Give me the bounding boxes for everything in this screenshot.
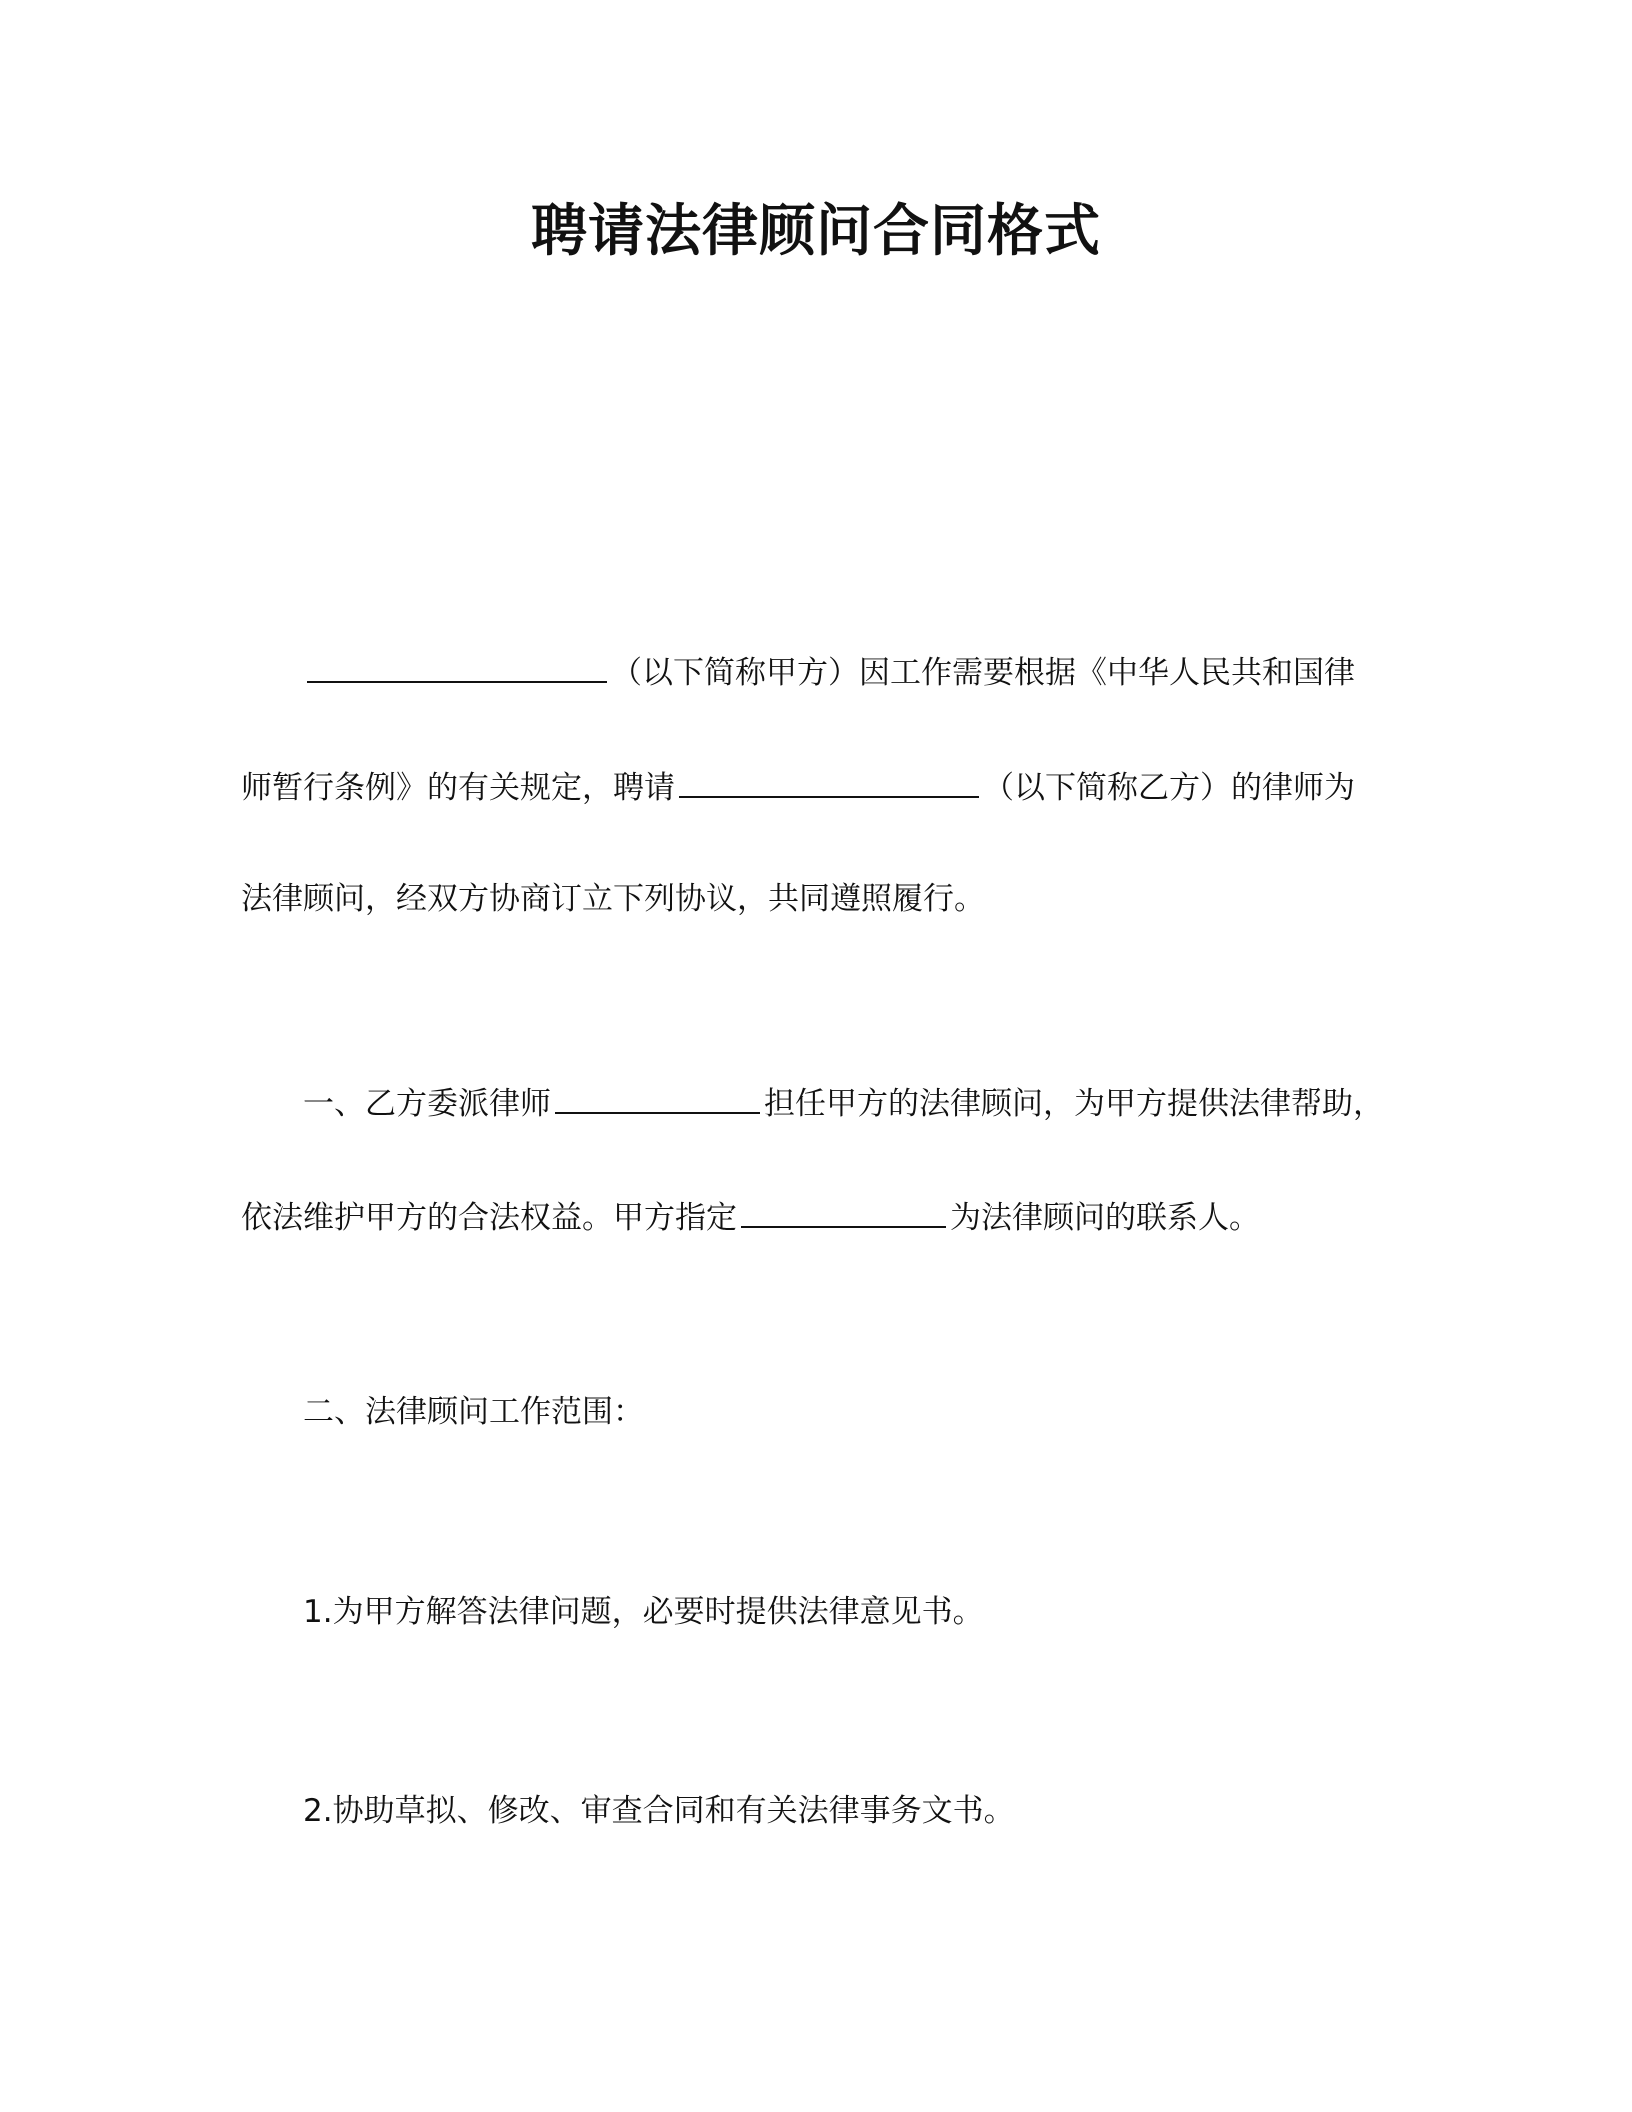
clause-one-line-1-end: 担任甲方的法律顾问，为甲方提供法律帮助，	[764, 1086, 1384, 1122]
preamble-line-1	[303, 647, 1393, 695]
clause-two-item-2: 2.协助草拟、修改、审查合同和有关法律事务文书。	[303, 1793, 1015, 1829]
party-b-name-blank[interactable]	[679, 762, 979, 798]
contact-person-blank[interactable]	[741, 1192, 946, 1228]
party-a-name-blank[interactable]	[307, 647, 607, 683]
preamble-line-2-start: 师暂行条例》的有关规定，聘请	[241, 770, 675, 806]
preamble-line-2	[241, 762, 1391, 810]
document-title: 聘请法律顾问合同格式	[531, 199, 1101, 264]
clause-two-item-1: 1.为甲方解答法律问题，必要时提供法律意见书。	[303, 1594, 984, 1630]
clause-one-line-2-start: 依法维护甲方的合法权益。甲方指定	[241, 1200, 737, 1236]
clause-two-heading: 二、法律顾问工作范围：	[303, 1394, 644, 1430]
clause-one-line-1-start: 一、乙方委派律师	[303, 1086, 551, 1122]
clause-one-line-1	[303, 1078, 1393, 1126]
assigned-lawyer-blank[interactable]	[555, 1078, 760, 1114]
clause-one-line-2	[241, 1192, 1391, 1240]
preamble-line-1-text: （以下简称甲方）因工作需要根据《中华人民共和国律	[611, 655, 1355, 691]
clause-one-line-2-end: 为法律顾问的联系人。	[950, 1200, 1260, 1236]
preamble-line-2-end: （以下简称乙方）的律师为	[983, 770, 1355, 806]
preamble-line-3: 法律顾问，经双方协商订立下列协议，共同遵照履行。	[241, 881, 985, 917]
